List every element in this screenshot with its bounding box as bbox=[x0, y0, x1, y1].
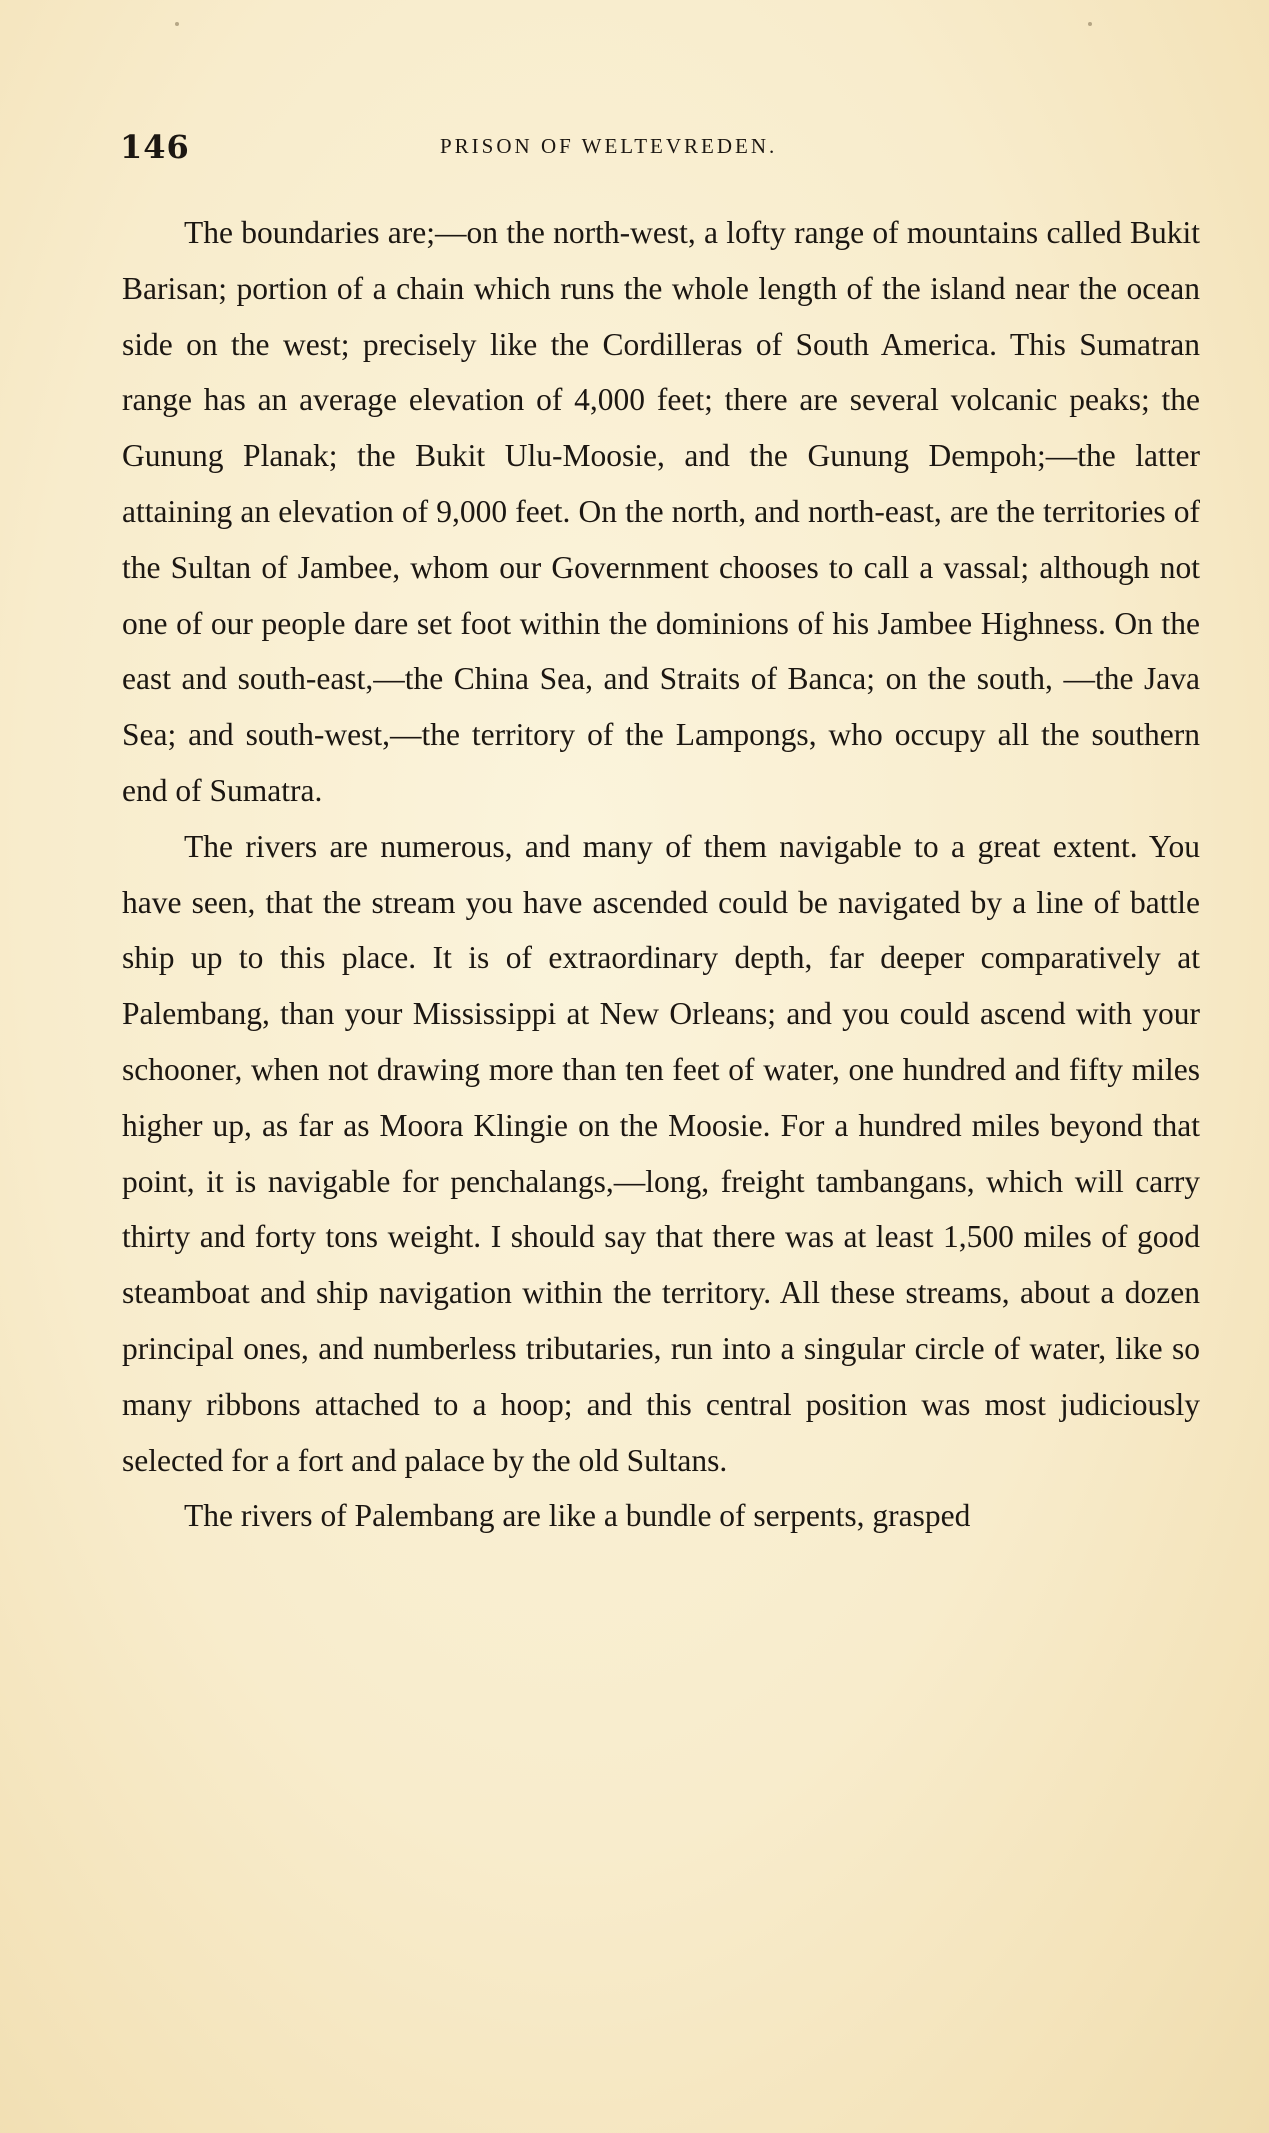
paragraph: The rivers of Palembang are like a bundle of serpents, grasped bbox=[184, 1498, 971, 1534]
paper-speck bbox=[175, 22, 179, 26]
page-header bbox=[120, 128, 1200, 168]
page-number: 146 bbox=[120, 128, 190, 166]
paragraph: The rivers are numerous, and many of them navigable to a great extent. You have seen, that the stream you have ascended could be navigated by a line of battle ship up to this place. It is of extraordinary depth, far deeper comparatively at Palembang, than your Mississippi at New Orleans; and you could ascend with your schooner, when not drawing more than ten feet of water, one hundred and fifty miles higher up, as far as Moora Klingie on the Moosie. For a hundred miles beyond that point, it is navigable for penchalangs,—long, freight tambangans, which will carry thirty and forty tons weight. I should say that there was at least 1,500 miles of good steamboat and ship navigation within the territory. All these streams, about a dozen principal ones, and numberless tributaries, run into a singular circle of water, like so many ribbons attached to a hoop; and this central position was most judiciously selected for a fort and palace by the old Sultans. bbox=[122, 828, 1200, 1478]
paragraph: The boundaries are;—on the north-west, a lofty range of mountains called Bukit Barisan; portion of a chain which runs the whole length of the island near the ocean side on the west; precisely like the Cordilleras of South America. This Sumatran range has an average elevation of 4,000 feet; there are several volcanic peaks; the Gunung Planak; the Bukit Ulu-Moosie, and the Gunung Dempoh;—the latter attaining an elevation of 9,000 feet. On the north, and north-east, are the territories of the Sultan of Jambee, whom our Government chooses to call a vassal; although not one of our people dare set foot within the dominions of his Jambee Highness. On the east and south-east,—the China Sea, and Straits of Banca; on the south, —the Java Sea; and south-west,—the territory of the Lampongs, who occupy all the southern end of Sumatra. bbox=[122, 215, 1200, 808]
running-head: PRISON OF WELTEVREDEN. bbox=[440, 134, 778, 158]
paper-speck bbox=[1088, 22, 1092, 26]
body-text bbox=[122, 205, 1200, 1544]
